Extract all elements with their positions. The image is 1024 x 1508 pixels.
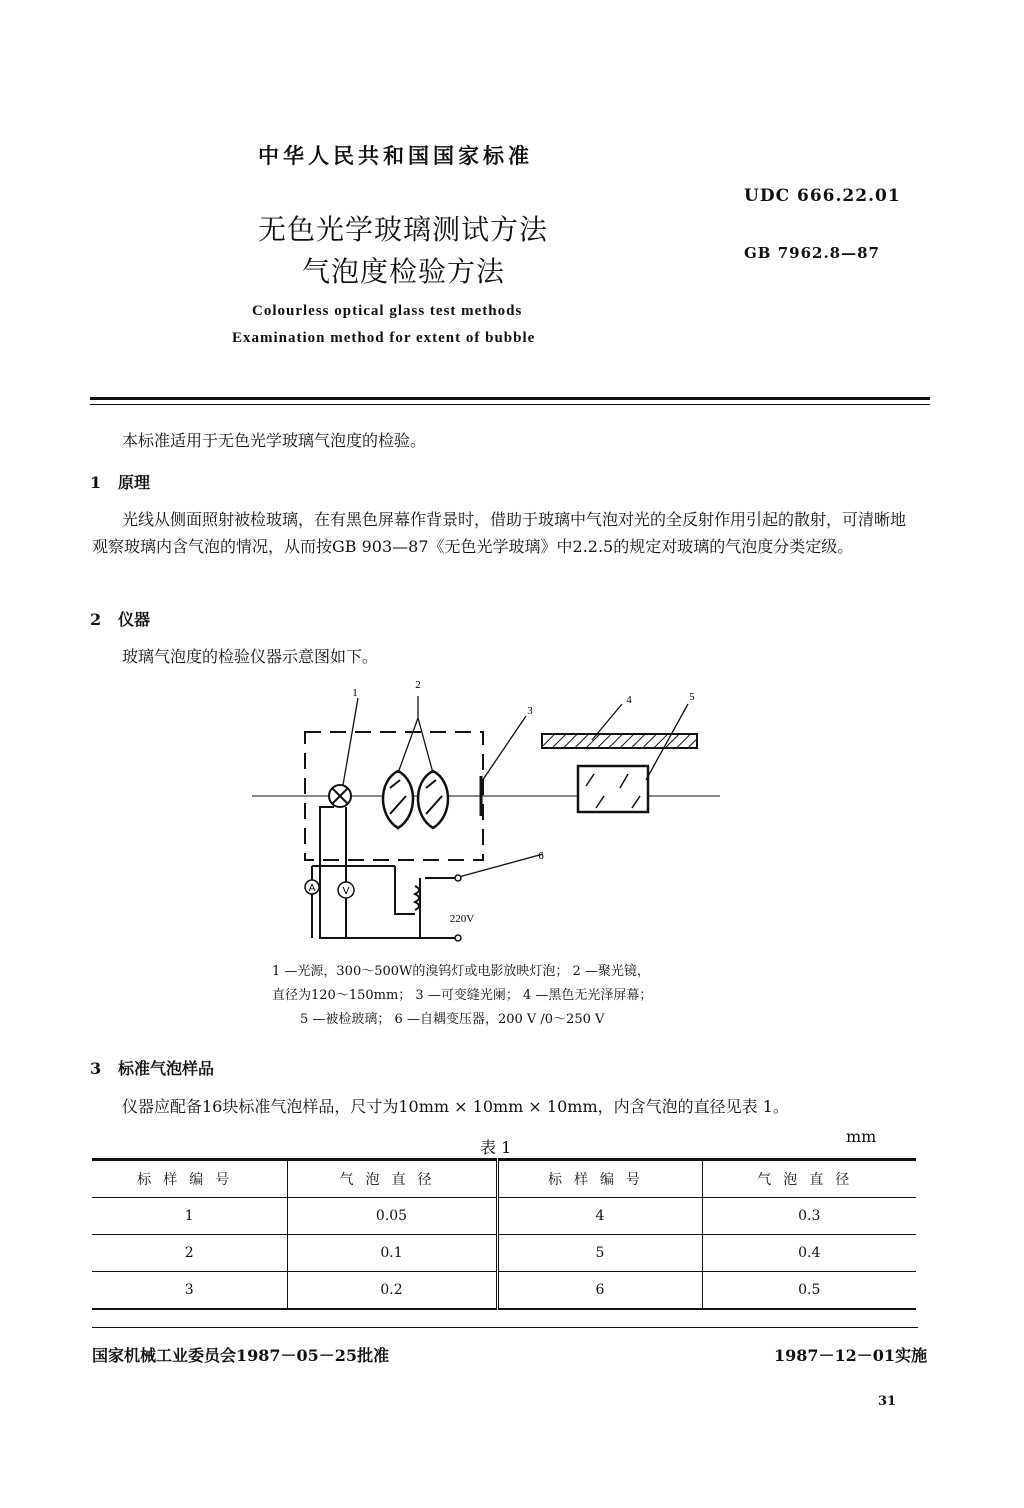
section-2-heading (90, 607, 150, 630)
light-source-icon (329, 785, 351, 807)
table-row (92, 1235, 916, 1272)
approval-date: 国家机械工业委员会1987－05－25批准 (92, 1346, 390, 1365)
table-row (92, 1198, 916, 1235)
table-cell: 5 (497, 1235, 702, 1272)
section-1-title: 原理 (118, 473, 151, 492)
figure-label-4: 4 (626, 694, 632, 706)
table-unit: mm (846, 1127, 877, 1146)
terminal-bottom (455, 935, 461, 941)
voltmeter-icon (338, 882, 354, 898)
table-cell: 2 (92, 1235, 287, 1272)
header-rule (90, 397, 930, 400)
section-3-title: 标准气泡样品 (118, 1059, 215, 1078)
standard-number: GB 7962.8—87 (744, 244, 880, 262)
table-cell: 3 (92, 1272, 287, 1310)
condenser-lens-icon (383, 771, 448, 828)
header-bubble-diameter-2: 气泡直径 (757, 1172, 862, 1188)
figure-label-2: 2 (415, 679, 421, 691)
scope-text: 本标准适用于无色光学玻璃气泡度的检验。 (122, 431, 427, 450)
header-bubble-diameter-1: 气泡直径 (287, 1160, 497, 1198)
table-cell: 0.5 (798, 1282, 821, 1298)
ammeter-icon (305, 880, 319, 894)
table-cell: 0.05 (287, 1198, 497, 1235)
section-1-heading (90, 470, 150, 493)
figure-label-3: 3 (527, 705, 533, 717)
header-rule-thin (90, 404, 930, 405)
udc-code: UDC 666.22.01 (744, 186, 901, 206)
figure-label-6: 6 (538, 850, 544, 862)
table-title: 表 1 (480, 1138, 512, 1157)
figure-caption-line2: 直径为120～150mm； 3 —可变缝光阑； 4 —黑色无光泽屏幕； (272, 988, 653, 1003)
title-en-line1: Colourless optical glass test methods (252, 303, 523, 319)
table-cell: 1 (92, 1198, 287, 1235)
voltmeter-label: V (342, 886, 350, 897)
terminal-top (455, 875, 461, 881)
black-screen (542, 734, 697, 748)
title-cn-line1: 无色光学玻璃测试方法 (258, 213, 549, 246)
figure-label-5: 5 (689, 691, 695, 703)
section-1-number: 1 (90, 473, 102, 492)
section-2-title: 仪器 (118, 610, 151, 629)
footer-rule (92, 1327, 918, 1328)
table-cell: 6 (497, 1272, 702, 1310)
section-3-heading (90, 1056, 214, 1079)
tested-glass-icon (578, 766, 648, 812)
table-cell: 4 (497, 1198, 702, 1235)
table-cell: 0.4 (798, 1245, 821, 1261)
effective-date: 1987－12－01实施 (774, 1346, 928, 1365)
section-3-number: 3 (90, 1059, 102, 1078)
page-number: 31 (878, 1394, 897, 1409)
section-2-number: 2 (90, 610, 102, 629)
section-2-body: 玻璃气泡度的检验仪器示意图如下。 (122, 647, 379, 666)
figure-caption-line3: 5 —被检玻璃； 6 —自耦变压器，200 V /0～250 V (300, 1012, 605, 1027)
section-1-body: 光线从侧面照射被检玻璃，在有黑色屏幕作背景时，借助于玻璃中气泡对光的全反射作用引起的散射，可清晰地观察玻璃内含气泡的情况，从而按GB 903—87《无色光学玻璃》中2.2.5的规定对玻璃的气泡度分类定级。 (92, 510, 907, 556)
issuing-authority: 中华人民共和国国家标准 (258, 143, 533, 168)
figure-caption-line1: 1 —光源，300～500W的溴钨灯或电影放映灯泡； 2 —聚光镜， (272, 964, 650, 979)
section-3-body: 仪器应配备16块标准气泡样品，尺寸为10mm × 10mm × 10mm，内含气泡的直径见表 1。 (122, 1097, 789, 1116)
table-header-row (92, 1160, 916, 1198)
title-cn-line2: 气泡度检验方法 (302, 255, 506, 288)
header-sample-no-2: 标样编号 (497, 1160, 702, 1198)
instrument-diagram (250, 676, 730, 946)
ammeter-label: A (308, 883, 316, 894)
table-row (92, 1272, 916, 1310)
transformer-coil (415, 886, 419, 910)
voltage-label: 220V (449, 913, 475, 925)
title-en-line2: Examination method for extent of bubble (232, 330, 536, 346)
table-cell: 0.3 (798, 1208, 821, 1224)
table-cell: 0.2 (287, 1272, 497, 1310)
figure-label-1: 1 (352, 687, 358, 699)
bubble-sample-table (92, 1158, 916, 1310)
header-sample-no-1: 标样编号 (92, 1160, 287, 1198)
table-cell: 0.1 (287, 1235, 497, 1272)
